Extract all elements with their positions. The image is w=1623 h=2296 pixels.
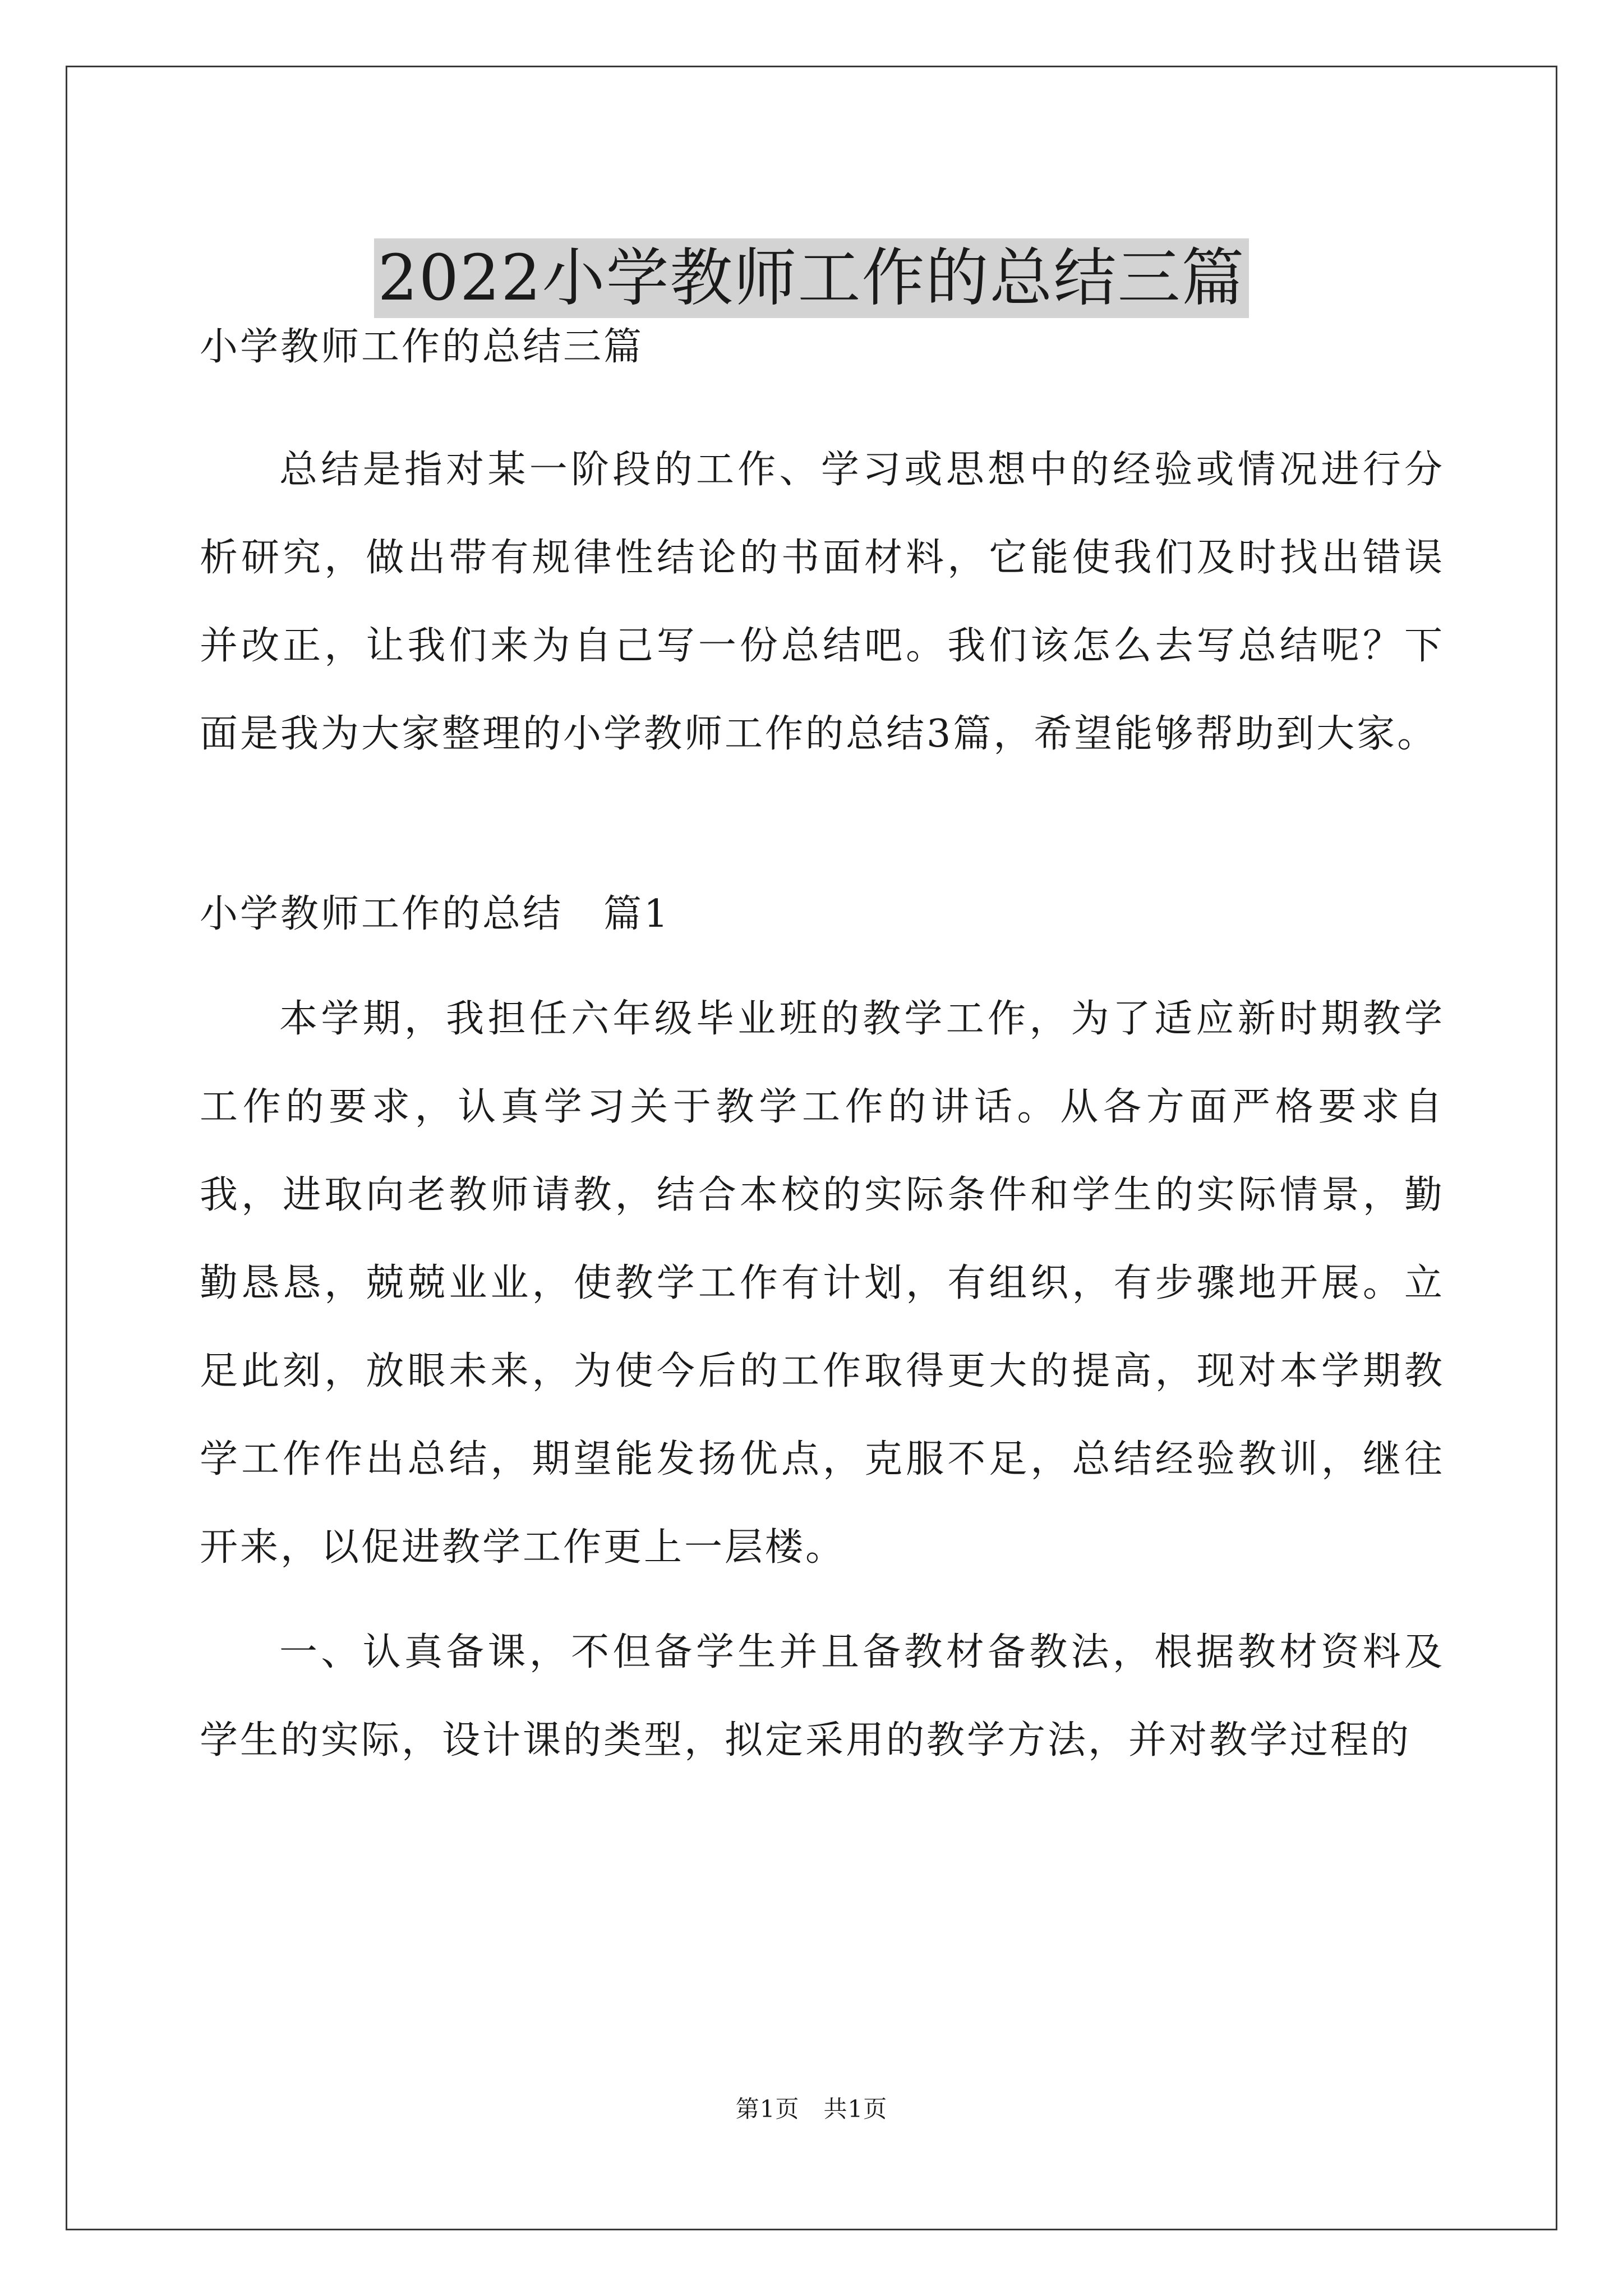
document-body [200,303,1445,1784]
document-title: 2022小学教师工作的总结三篇 [374,238,1248,318]
document-subtitle: 小学教师工作的总结三篇 [200,325,644,369]
page-number-footer: 第1页 共1页 [735,2095,888,2123]
intro-paragraph: 总结是指对某一阶段的工作、学习或思想中的经验或情况进行分析研究，做出带有规律性结论的书面材料，它能使我们及时找出错误并改正，让我们来为自己写一份总结吧。我们该怎么去写总结呢？下面是我为大家整理的小学教师工作的总结3篇，希望能够帮助到大家。 [200,448,1445,756]
section-paragraph: 一、认真备课，不但备学生并且备教材备教法，根据教材资料及学生的实际，设计课的类型，拟定采用的教学方法，并对教学过程的 [200,1630,1445,1763]
section-paragraph: 本学期，我担任六年级毕业班的教学工作，为了适应新时期教学工作的要求，认真学习关于教学工作的讲话。从各方面严格要求自我，进取向老教师请教，结合本校的实际条件和学生的实际情景，勤勤恳恳，兢兢业业，使教学工作有计划，有组织，有步骤地开展。立足此刻，放眼未来，为使今后的工作取得更大的提高，现对本学期教学工作作出总结，期望能发扬优点，克服不足，总结经验教训，继往开来，以促进教学工作更上一层楼。 [200,997,1445,1570]
section-heading: 小学教师工作的总结 篇1 [200,892,671,936]
